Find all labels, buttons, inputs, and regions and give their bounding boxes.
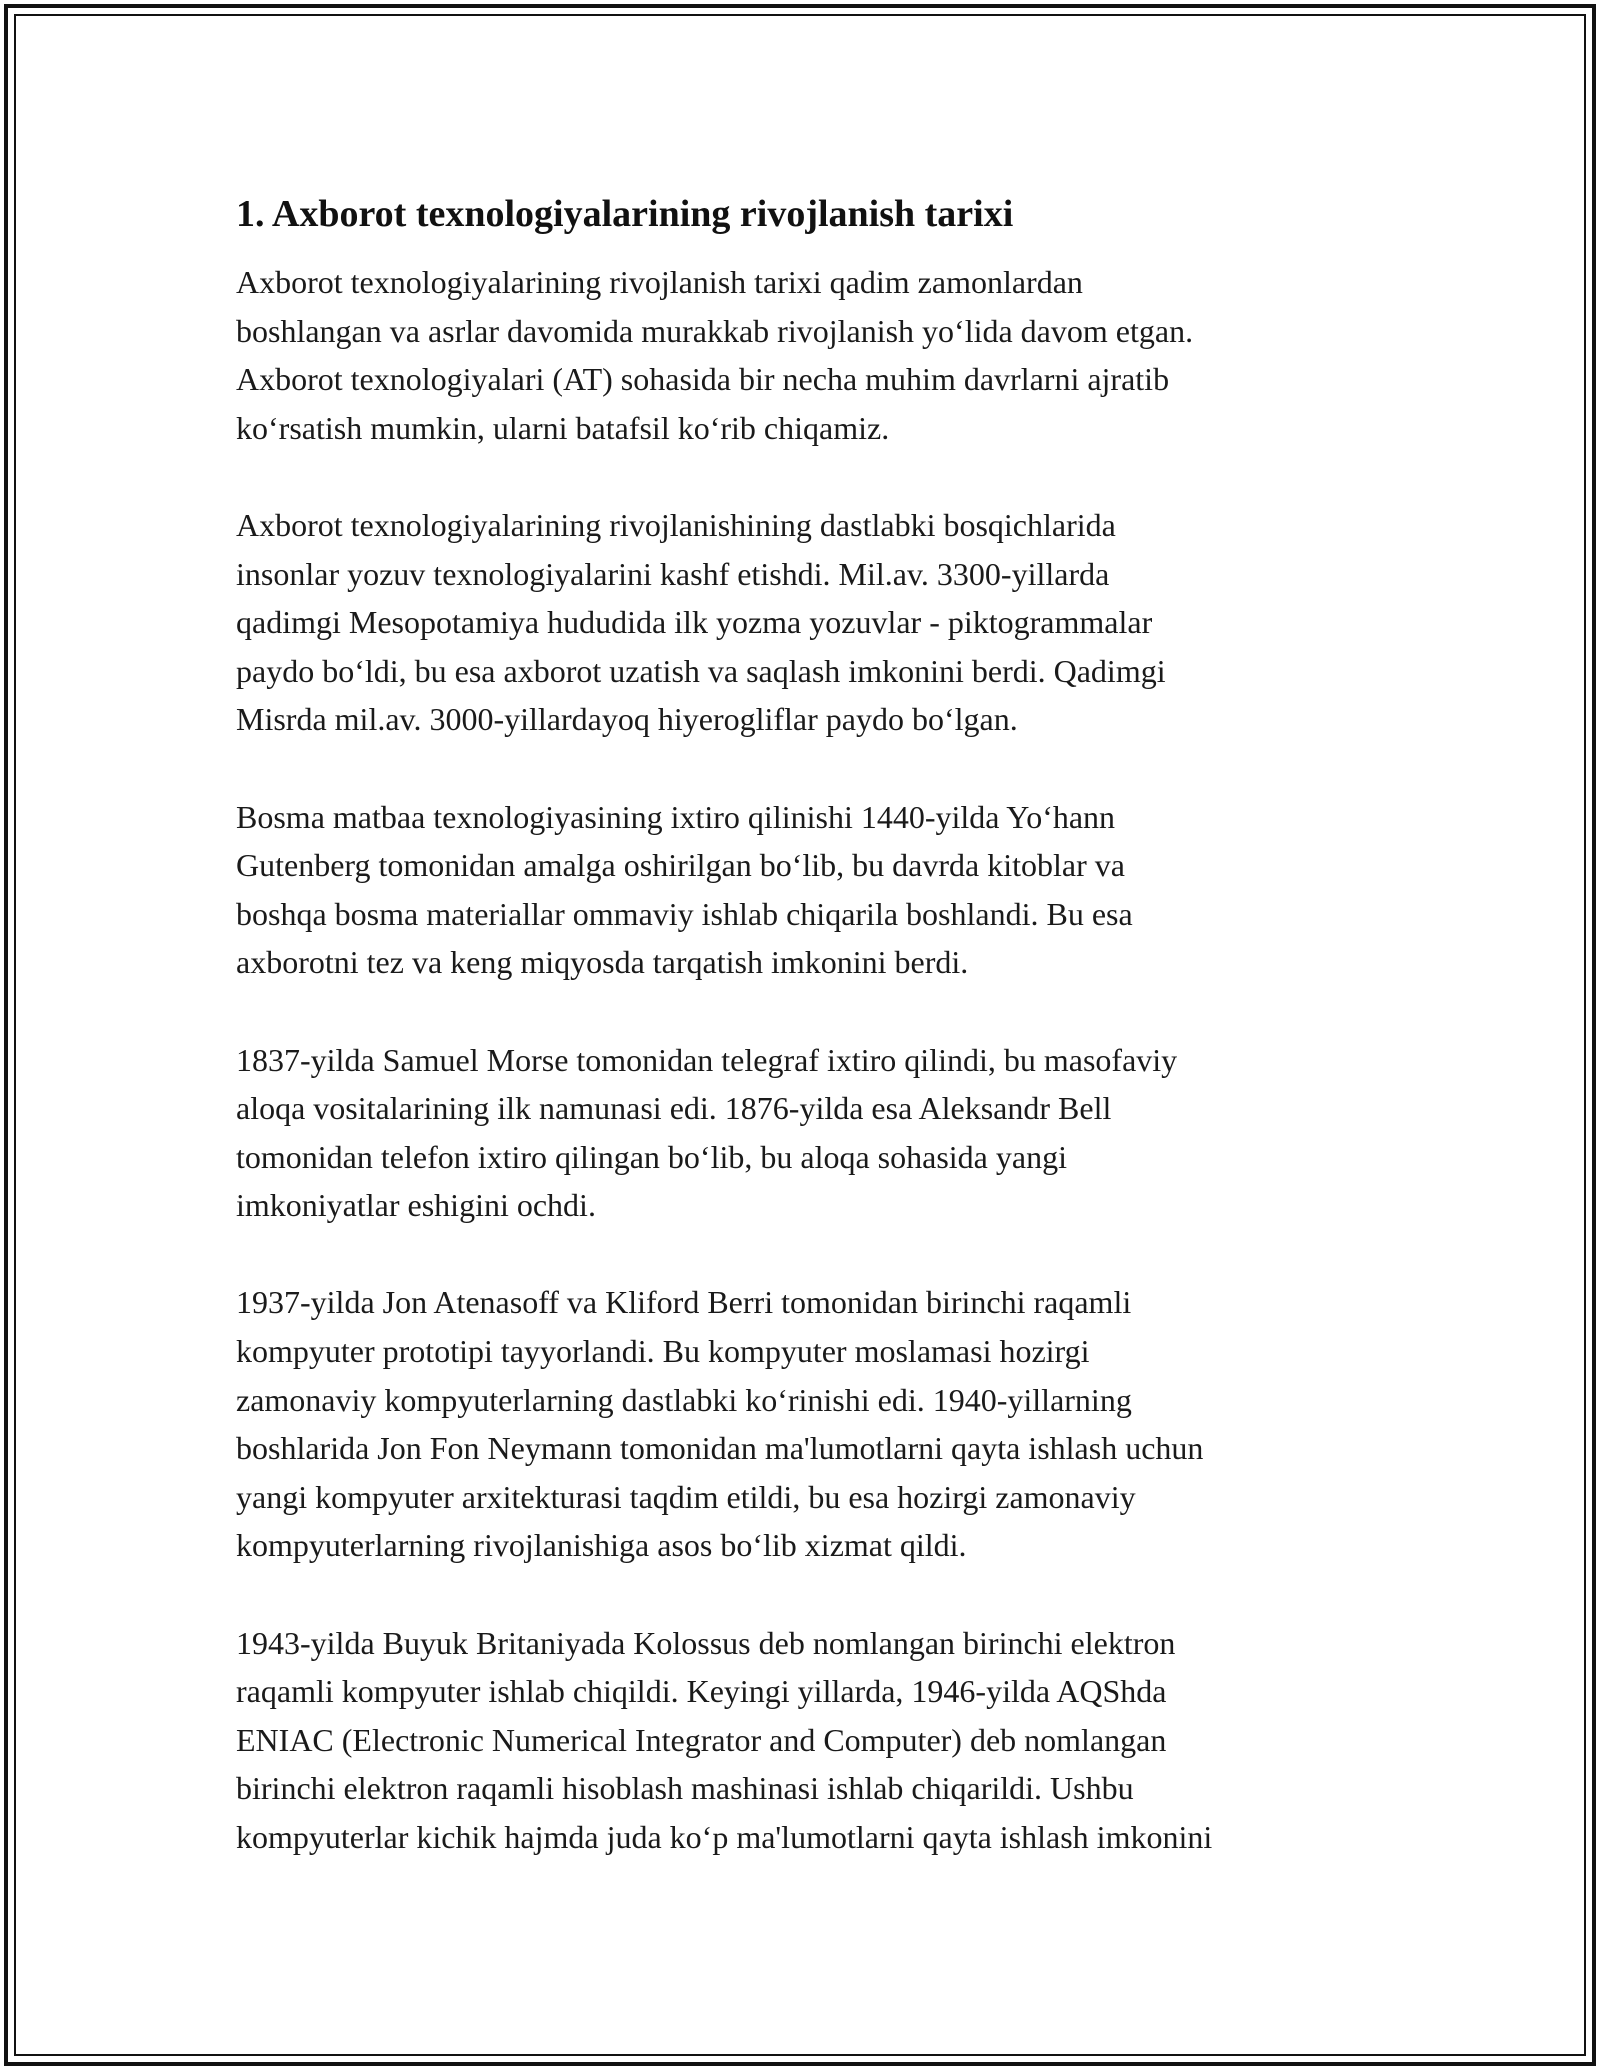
text-line: Bosma matbaa texnologiyasining ixtiro qilinishi 1440-yilda Yo‘hann	[236, 798, 1116, 835]
text-line: insonlar yozuv texnologiyalarini kashf etishdi. Mil.av. 3300-yillarda	[236, 555, 1110, 592]
paragraph-3	[236, 793, 1386, 987]
text-line: boshlangan va asrlar davomida murakkab rivojlanish yo‘lida davom etgan.	[236, 312, 1194, 349]
text-line: qadimgi Mesopotamiya hududida ilk yozma yozuvlar - piktogrammalar	[236, 604, 1153, 641]
text-line: Misrda mil.av. 3000-yillardayoq hiyerogliflar paydo bo‘lgan.	[236, 701, 1018, 738]
text-line: raqamli kompyuter ishlab chiqildi. Keyingi yillarda, 1946-yilda AQShda	[236, 1673, 1167, 1710]
text-line: 1937-yilda Jon Atenasoff va Kliford Berri tomonidan birinchi raqamli	[236, 1284, 1132, 1321]
text-line: boshqa bosma materiallar ommaviy ishlab chiqarila boshlandi. Bu esa	[236, 895, 1133, 932]
paragraph-1	[236, 258, 1386, 452]
text-line: Gutenberg tomonidan amalga oshirilgan bo‘lib, bu davrda kitoblar va	[236, 847, 1125, 884]
text-line: tomonidan telefon ixtiro qilingan bo‘lib, bu aloqa sohasida yangi	[236, 1138, 1067, 1175]
text-line: imkoniyatlar eshigini ochdi.	[236, 1187, 596, 1224]
text-line: Axborot texnologiyalari (AT) sohasida bir necha muhim davrlarni ajratib	[236, 361, 1170, 398]
paragraph-6	[236, 1619, 1386, 1862]
text-line: birinchi elektron raqamli hisoblash mashinasi ishlab chiqarildi. Ushbu	[236, 1770, 1134, 1807]
paragraph-4	[236, 1036, 1386, 1230]
paragraph-5	[236, 1278, 1386, 1570]
text-line: Axborot texnologiyalarining rivojlanish tarixi qadim zamonlardan	[236, 264, 1083, 300]
document-body	[236, 186, 1386, 1910]
text-line: ENIAC (Electronic Numerical Integrator and Computer) deb nomlangan	[236, 1721, 1167, 1758]
text-line: kompyuterlarning rivojlanishiga asos bo‘lib xizmat qildi.	[236, 1527, 967, 1564]
section-heading: 1. Axborot texnologiyalarining rivojlanish tarixi	[236, 193, 1014, 235]
text-line: Axborot texnologiyalarining rivojlanishining dastlabki bosqichlarida	[236, 506, 1116, 543]
paragraph-2	[236, 501, 1386, 744]
text-line: aloqa vositalarining ilk namunasi edi. 1876-yilda esa Aleksandr Bell	[236, 1090, 1112, 1127]
text-line: 1837-yilda Samuel Morse tomonidan telegraf ixtiro qilindi, bu masofaviy	[236, 1041, 1178, 1078]
text-line: 1943-yilda Buyuk Britaniyada Kolossus deb nomlangan birinchi elektron	[236, 1624, 1176, 1661]
text-line: boshlarida Jon Fon Neymann tomonidan ma'lumotlarni qayta ishlash uchun	[236, 1430, 1204, 1467]
text-line: zamonaviy kompyuterlarning dastlabki ko‘rinishi edi. 1940-yillarning	[236, 1381, 1132, 1418]
text-line: ko‘rsatish mumkin, ularni batafsil ko‘rib chiqamiz.	[236, 409, 890, 446]
text-line: kompyuter prototipi tayyorlandi. Bu kompyuter moslamasi hozirgi	[236, 1333, 1090, 1370]
text-line: axborotni tez va keng miqyosda tarqatish imkonini berdi.	[236, 944, 969, 981]
text-line: paydo bo‘ldi, bu esa axborot uzatish va saqlash imkonini berdi. Qadimgi	[236, 652, 1166, 689]
text-line: kompyuterlar kichik hajmda juda ko‘p ma'lumotlarni qayta ishlash imkonini	[236, 1819, 1213, 1855]
text-line: yangi kompyuter arxitekturasi taqdim etildi, bu esa hozirgi zamonaviy	[236, 1478, 1136, 1515]
